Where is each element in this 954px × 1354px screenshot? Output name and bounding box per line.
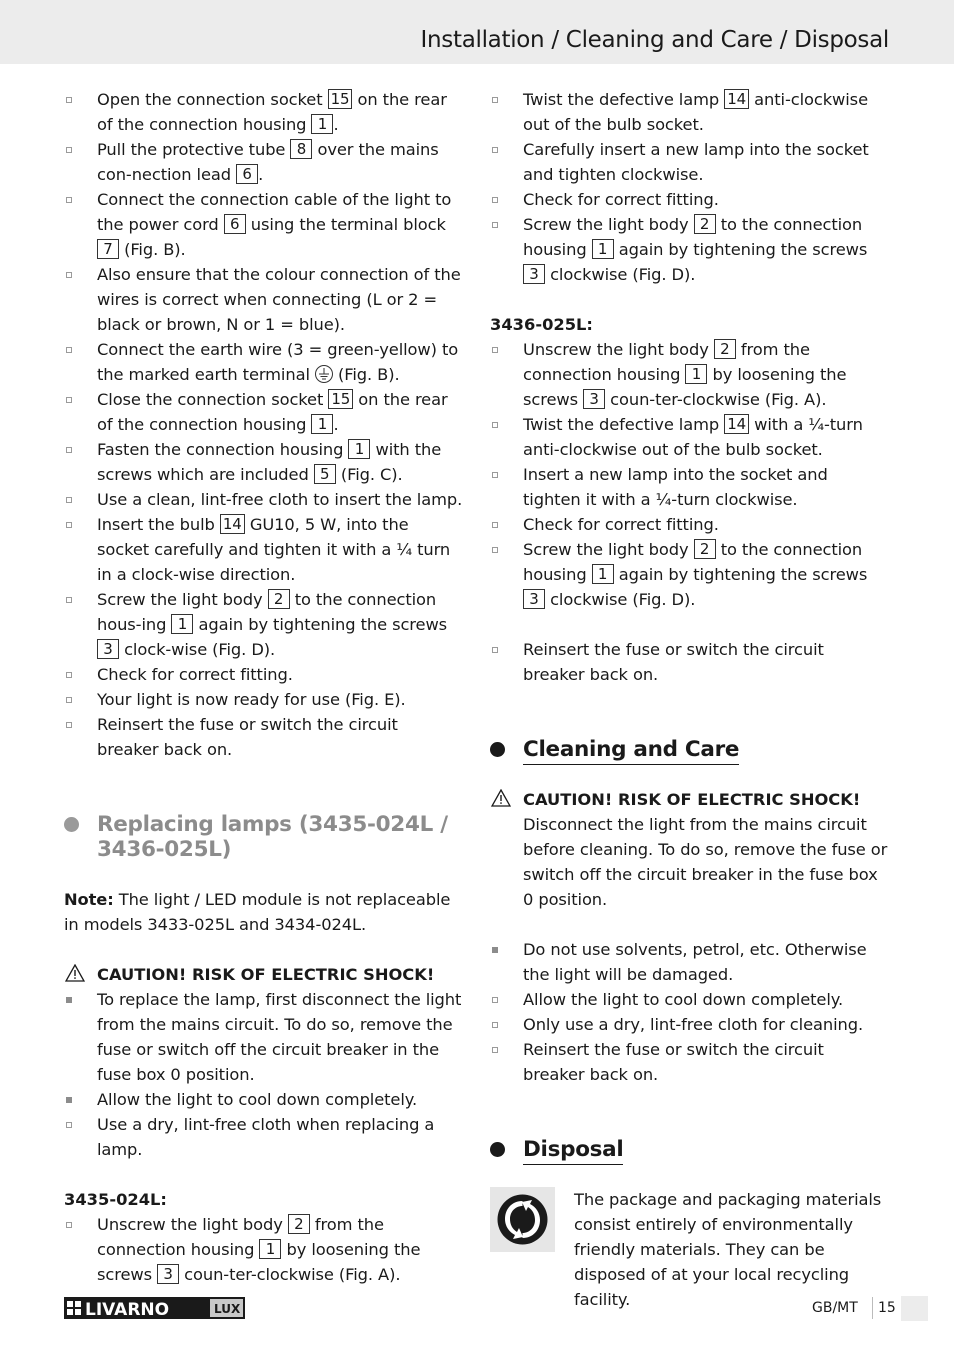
left-column — [64, 87, 464, 1287]
list-item: Unscrew the light body 2 from the connection housing 1 by loosening the screws 3 coun-ter-clockwise (Fig. A). — [490, 337, 890, 412]
list-item: Screw the light body 2 to the connection housing 1 again by tightening the screws 3 clockwise (Fig. D). — [490, 212, 890, 287]
list-item: Reinsert the fuse or switch the circuit breaker back on. — [490, 637, 890, 687]
list-item: Close the connection socket 15 on the rear of the connection housing 1 . — [64, 387, 464, 437]
part-reference-number: 15 — [328, 89, 353, 109]
warning-triangle-icon — [65, 964, 85, 982]
list-item: Allow the light to cool down completely. — [64, 1087, 464, 1112]
list-item: Insert the bulb 14 GU10, 5 W, into the socket carefully and tighten it with a ¼ turn in a clock-wise direction. — [64, 512, 464, 587]
brand-suffix: LUX — [214, 1302, 241, 1316]
list-item: Also ensure that the colour connection of the wires is correct when connecting (L or 2 = black or brown, N or 1 = blue). — [64, 262, 464, 337]
square-bullet-icon — [66, 397, 72, 403]
section-bullet-icon — [490, 742, 505, 757]
part-reference-number: 3 — [523, 264, 545, 284]
list-item: Carefully insert a new lamp into the socket and tighten clockwise. — [490, 137, 890, 187]
list-item: Reinsert the fuse or switch the circuit breaker back on. — [64, 712, 464, 762]
list-item: Pull the protective tube 8 over the mains con-nection lead 6 . — [64, 137, 464, 187]
footer-tab — [901, 1296, 928, 1321]
square-bullet-icon — [66, 497, 72, 503]
part-reference-number: 3 — [523, 589, 545, 609]
square-bullet-icon — [66, 97, 72, 103]
part-reference-number: 1 — [592, 239, 614, 259]
part-reference-number: 1 — [171, 614, 193, 634]
part-reference-number: 3 — [157, 1264, 179, 1284]
square-bullet-icon — [66, 1122, 72, 1128]
list-item: Use a clean, lint-free cloth to insert the lamp. — [64, 487, 464, 512]
list-item: Connect the connection cable of the light to the power cord 6 using the terminal block 7 (Fig. B). — [64, 187, 464, 262]
section-bullet-icon — [64, 817, 79, 832]
part-reference-number: 5 — [314, 464, 336, 484]
square-bullet-icon — [492, 222, 498, 228]
brand-name: LIVARNO — [85, 1300, 170, 1319]
part-reference-number: 6 — [224, 214, 246, 234]
list-item: Twist the defective lamp 14 with a ¼-turn anti-clockwise out of the bulb socket. — [490, 412, 890, 462]
installation-steps — [64, 87, 464, 762]
cleaning-heading: Cleaning and Care — [490, 737, 890, 762]
list-item: Screw the light body 2 to the connection housing 1 again by tightening the screws 3 clockwise (Fig. D). — [490, 537, 890, 612]
section-bullet-icon — [490, 1142, 505, 1157]
part-reference-number: 1 — [592, 564, 614, 584]
list-item: Do not use solvents, petrol, etc. Otherwise the light will be damaged. — [490, 937, 890, 987]
square-bullet-icon — [492, 997, 498, 1003]
part-reference-number: 14 — [724, 89, 749, 109]
part-reference-number: 1 — [311, 114, 333, 134]
list-item: Connect the earth wire (3 = green-yellow) to the marked earth terminal (Fig. B). — [64, 337, 464, 387]
warning-triangle-icon — [491, 789, 511, 807]
square-bullet-icon — [492, 522, 498, 528]
page-header — [0, 0, 954, 64]
square-bullet-icon — [492, 422, 498, 428]
cleaning-caution-heading: CAUTION! RISK OF ELECTRIC SHOCK! — [490, 787, 890, 812]
page-number: 15 — [878, 1300, 896, 1316]
list-item: Check for correct fitting. — [490, 187, 890, 212]
model-heading-3436: 3436-025L: — [490, 315, 593, 334]
part-reference-number: 7 — [97, 239, 119, 259]
list-item: Open the connection socket 15 on the rear of the connection housing 1 . — [64, 87, 464, 137]
model-3435-steps-continued — [490, 87, 890, 287]
part-reference-number: 2 — [268, 589, 290, 609]
cleaning-steps — [490, 937, 890, 1087]
square-bullet-icon — [492, 347, 498, 353]
disposal-text: The package and packaging materials consist entirely of environmentally friendly materials. They can be disposed of at your local recycling facility. — [574, 1190, 882, 1309]
list-item: Check for correct fitting. — [490, 512, 890, 537]
list-item: Unscrew the light body 2 from the connection housing 1 by loosening the screws 3 coun-ter-clockwise (Fig. A). — [64, 1212, 464, 1287]
model-3435-steps — [64, 1212, 464, 1287]
square-bullet-icon — [492, 97, 498, 103]
list-item: Allow the light to cool down completely. — [490, 987, 890, 1012]
list-item: Only use a dry, lint-free cloth for cleaning. — [490, 1012, 890, 1037]
list-item: Check for correct fitting. — [64, 662, 464, 687]
filled-square-bullet-icon — [66, 997, 72, 1003]
part-reference-number: 6 — [236, 164, 258, 184]
caution-steps — [64, 987, 464, 1162]
locale-label: GB/MT — [812, 1300, 858, 1316]
square-bullet-icon — [66, 697, 72, 703]
part-reference-number: 1 — [348, 439, 370, 459]
square-bullet-icon — [492, 197, 498, 203]
part-reference-number: 15 — [328, 389, 353, 409]
part-reference-number: 2 — [694, 539, 716, 559]
part-reference-number: 8 — [290, 139, 312, 159]
part-reference-number: 2 — [714, 339, 736, 359]
square-bullet-icon — [66, 1222, 72, 1228]
cleaning-caution-text: Disconnect the light from the mains circuit before cleaning. To do so, remove the fuse or switch off the circuit breaker in the fuse box 0 position. — [523, 815, 888, 909]
livarno-lux-logo — [64, 1297, 245, 1319]
square-bullet-icon — [66, 672, 72, 678]
footer-divider — [872, 1297, 873, 1319]
model-heading-3435: 3435-024L: — [64, 1190, 167, 1209]
part-reference-number: 3 — [97, 639, 119, 659]
square-bullet-icon — [492, 147, 498, 153]
square-bullet-icon — [492, 1047, 498, 1053]
model-3436-steps — [490, 337, 890, 612]
caution-heading: CAUTION! RISK OF ELECTRIC SHOCK! — [64, 962, 464, 987]
part-reference-number: 2 — [288, 1214, 310, 1234]
filled-square-bullet-icon — [66, 1097, 72, 1103]
list-item: Screw the light body 2 to the connection hous-ing 1 again by tightening the screws 3 clock-wise (Fig. D). — [64, 587, 464, 662]
page-title: Installation / Cleaning and Care / Disposal — [420, 27, 889, 53]
disposal-heading: Disposal — [490, 1137, 890, 1162]
list-item: Your light is now ready for use (Fig. E). — [64, 687, 464, 712]
square-bullet-icon — [66, 272, 72, 278]
list-item: To replace the lamp, first disconnect the light from the mains circuit. To do so, remove the fuse or switch off the circuit breaker in the fuse box 0 position. — [64, 987, 464, 1087]
disposal-block — [490, 1187, 890, 1312]
square-bullet-icon — [492, 1022, 498, 1028]
part-reference-number: 1 — [311, 414, 333, 434]
part-reference-number: 3 — [583, 389, 605, 409]
list-item: Fasten the connection housing 1 with the screws which are included 5 (Fig. C). — [64, 437, 464, 487]
square-bullet-icon — [492, 647, 498, 653]
filled-square-bullet-icon — [492, 947, 498, 953]
square-bullet-icon — [66, 722, 72, 728]
square-bullet-icon — [66, 197, 72, 203]
square-bullet-icon — [66, 597, 72, 603]
list-item: Insert a new lamp into the socket and tighten it with a ¼-turn clockwise. — [490, 462, 890, 512]
part-reference-number: 2 — [694, 214, 716, 234]
square-bullet-icon — [66, 522, 72, 528]
square-bullet-icon — [66, 347, 72, 353]
green-dot-recycling-icon — [490, 1187, 555, 1252]
list-item: Reinsert the fuse or switch the circuit breaker back on. — [490, 1037, 890, 1087]
list-item: Twist the defective lamp 14 anti-clockwise out of the bulb socket. — [490, 87, 890, 137]
square-bullet-icon — [492, 472, 498, 478]
square-bullet-icon — [66, 147, 72, 153]
square-bullet-icon — [492, 547, 498, 553]
earth-terminal-icon — [315, 365, 333, 383]
list-item: Use a dry, lint-free cloth when replacing a lamp. — [64, 1112, 464, 1162]
reinsert-steps — [490, 637, 890, 687]
part-reference-number: 14 — [724, 414, 749, 434]
right-column — [490, 87, 890, 1312]
part-reference-number: 14 — [220, 514, 245, 534]
replacing-lamps-heading: Replacing lamps (3435-024L / 3436-025L) — [64, 812, 464, 862]
square-bullet-icon — [66, 447, 72, 453]
part-reference-number: 1 — [685, 364, 707, 384]
part-reference-number: 1 — [259, 1239, 281, 1259]
note-paragraph: Note: The light / LED module is not replaceable in models 3433-025L and 3434-024L. — [64, 890, 451, 934]
